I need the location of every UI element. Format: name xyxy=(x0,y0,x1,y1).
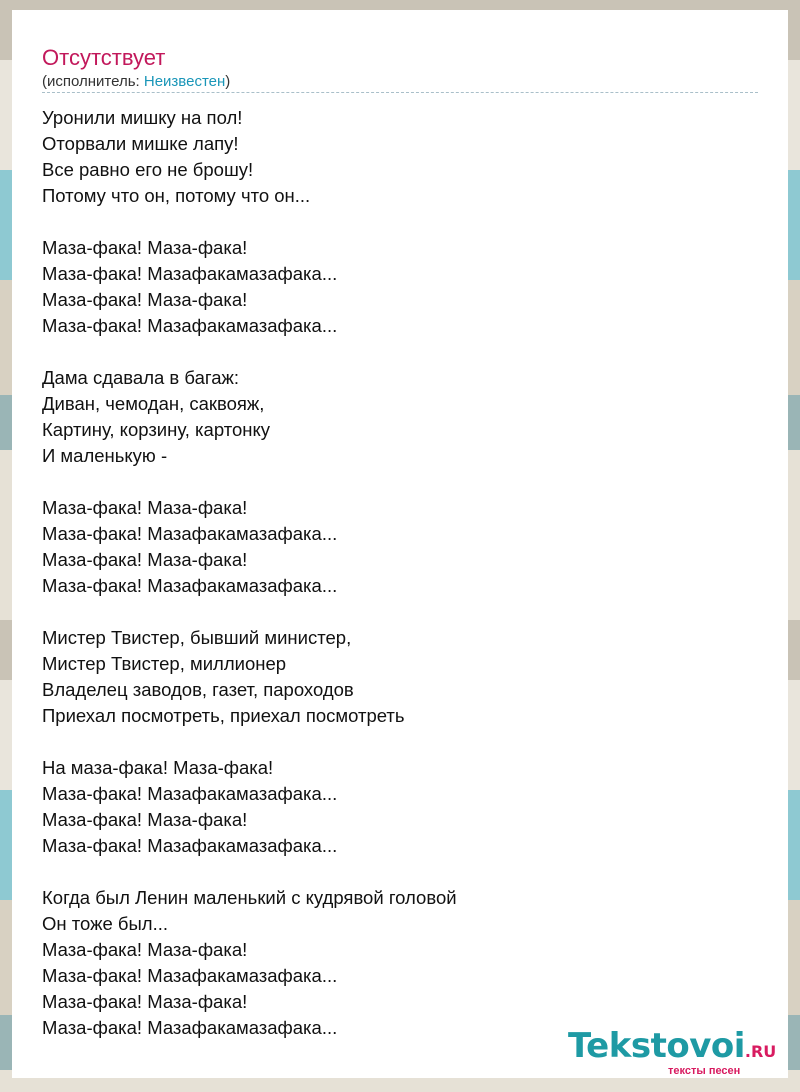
artist-suffix: ) xyxy=(225,73,231,90)
logo-tagline: тексты песен xyxy=(668,1065,741,1077)
logo-tld: .RU xyxy=(744,1042,777,1061)
lyrics-line: Дама сдавала в багаж: xyxy=(42,367,240,388)
lyrics-stanza xyxy=(42,755,762,859)
lyrics-line: Маза-фака! Мазафакамазафака... xyxy=(42,1017,338,1038)
lyrics-stanza xyxy=(42,105,762,209)
lyrics-card xyxy=(12,10,788,1078)
lyrics-stanza xyxy=(42,625,762,729)
lyrics-line: Картину, корзину, картонку xyxy=(42,419,271,440)
lyrics-line: Маза-фака! Маза-фака! xyxy=(42,809,248,830)
lyrics-line: Маза-фака! Маза-фака! xyxy=(42,939,248,960)
lyrics-line: Мистер Твистер, миллионер xyxy=(42,653,287,674)
lyrics-line: Маза-фака! Маза-фака! xyxy=(42,289,248,310)
lyrics-line: Маза-фака! Мазафакамазафака... xyxy=(42,965,338,986)
lyrics-line: Уронили мишку на пол! xyxy=(42,107,243,128)
lyrics-line: Приехал посмотреть, приехал посмотреть xyxy=(42,705,405,726)
divider xyxy=(42,92,758,93)
song-title: Отсутствует xyxy=(42,45,166,70)
lyrics-line: Маза-фака! Мазафакамазафака... xyxy=(42,315,338,336)
lyrics-line: И маленькую - xyxy=(42,445,168,466)
lyrics-line: Когда был Ленин маленький с кудрявой головой xyxy=(42,887,457,908)
site-logo[interactable] xyxy=(568,1026,788,1082)
lyrics-line: Маза-фака! Мазафакамазафака... xyxy=(42,783,338,804)
lyrics-stanza xyxy=(42,495,762,599)
lyrics-line: Маза-фака! Маза-фака! xyxy=(42,497,248,518)
lyrics-line: Маза-фака! Маза-фака! xyxy=(42,237,248,258)
artist-link[interactable]: Неизвестен xyxy=(143,73,226,90)
lyrics-line: Маза-фака! Мазафакамазафака... xyxy=(42,575,338,596)
lyrics-line: Маза-фака! Мазафакамазафака... xyxy=(42,835,338,856)
lyrics-line: Все равно его не брошу! xyxy=(42,159,254,180)
lyrics-line: На маза-фака! Маза-фака! xyxy=(42,757,274,778)
lyrics-line: Диван, чемодан, саквояж, xyxy=(42,393,265,414)
lyrics-line: Мистер Твистер, бывший министер, xyxy=(42,627,352,648)
lyrics-line: Маза-фака! Мазафакамазафака... xyxy=(42,263,338,284)
lyrics-line: Маза-фака! Маза-фака! xyxy=(42,991,248,1012)
lyrics-line: Оторвали мишке лапу! xyxy=(42,133,239,154)
artist-prefix: (исполнитель: xyxy=(42,73,144,90)
lyrics-line: Он тоже был... xyxy=(42,913,169,934)
lyrics-line: Владелец заводов, газет, пароходов xyxy=(42,679,354,700)
lyrics-stanza xyxy=(42,365,762,469)
lyrics-stanza xyxy=(42,235,762,339)
lyrics-line: Маза-фака! Мазафакамазафака... xyxy=(42,523,338,544)
lyrics-stanza xyxy=(42,885,762,1041)
lyrics-text xyxy=(42,105,762,1041)
artist-line xyxy=(42,72,230,92)
lyrics-line: Маза-фака! Маза-фака! xyxy=(42,549,248,570)
logo-name: Tekstovoi xyxy=(568,1026,745,1066)
lyrics-line: Потому что он, потому что он... xyxy=(42,185,311,206)
